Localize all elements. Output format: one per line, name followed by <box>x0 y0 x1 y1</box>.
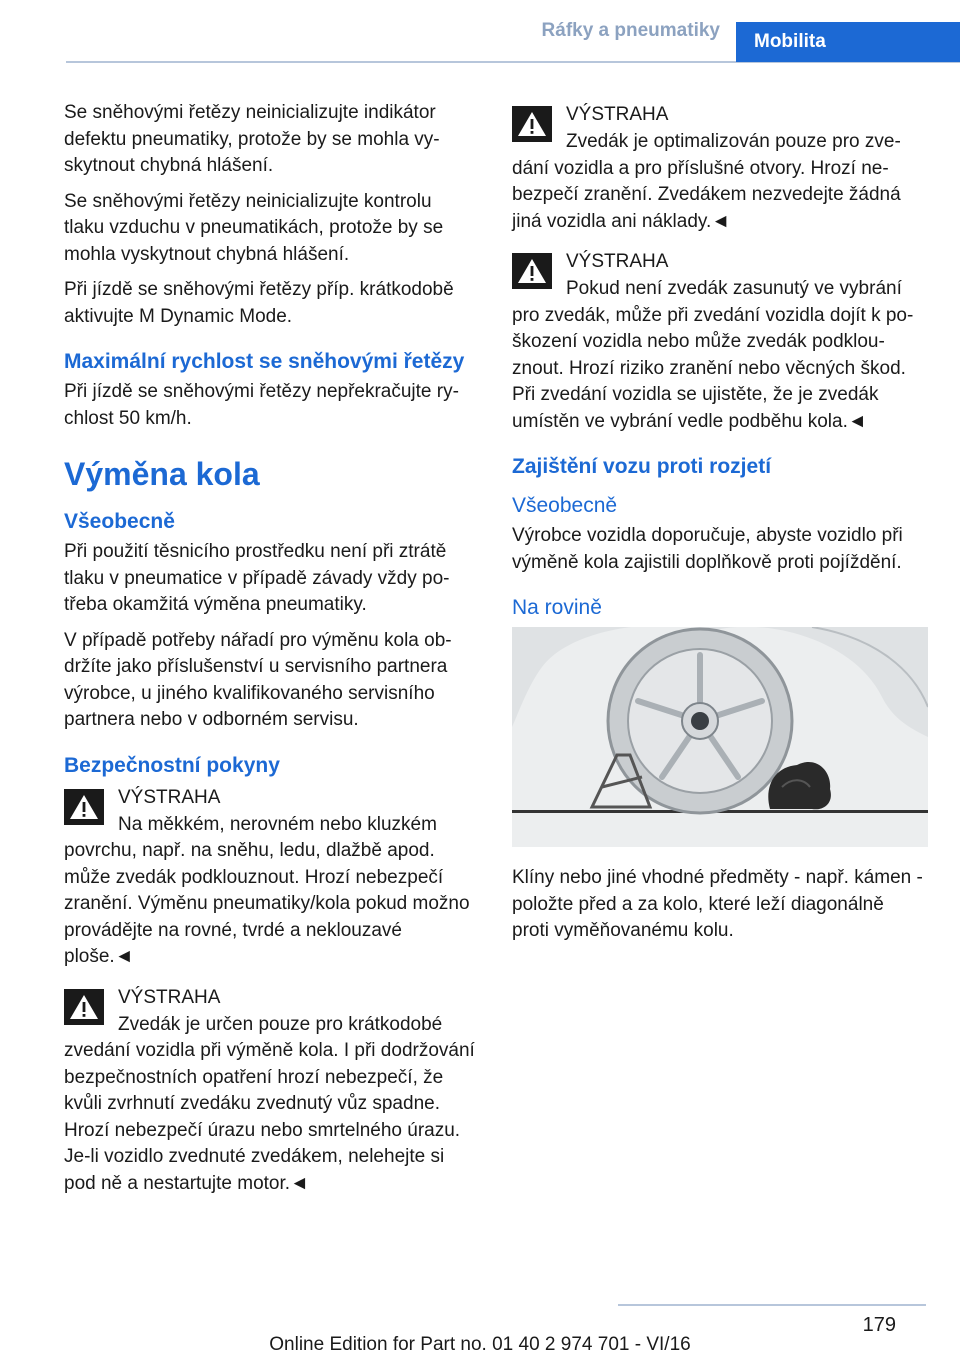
heading-level-ground: Na rovině <box>512 596 602 619</box>
page-number: 179 <box>862 1314 896 1336</box>
left-column <box>64 100 476 1209</box>
heading-safety: Bezpečnostní pokyny <box>64 753 280 777</box>
warning-block <box>64 783 476 971</box>
warning-triangle-icon <box>512 253 552 289</box>
heading-general: Všeobecně <box>512 494 618 517</box>
warning-text: Pokud není zvedák zasunutý ve vybrání pro zvedák, může při zvedání vozidla dojít k poškození vozidla nebo může zvedák podklouznout. Hrozí riziko zranění nebo věcných škod. Při zvedání vozidla se ujistěte, že je zvedák umístěn ve vybrání vedle podběhu kola.◄ <box>512 278 914 432</box>
edition-footer: Online Edition for Part no. 01 40 2 974 701 - VI/16 <box>269 1334 691 1355</box>
warning-heading: VÝSTRAHA <box>566 251 669 272</box>
paragraph: Se sněhovými řetězy neinicializujte indikátor defektu pneumatiky, protože by se mohla vyskytnout chybná hlášení. <box>64 102 440 176</box>
paragraph: Při jízdě se sněhovými řetězy nepřekračujte rychlost 50 km/h. <box>64 381 459 429</box>
warning-heading: VÝSTRAHA <box>118 986 221 1008</box>
heading-secure-vehicle: Zajištění vozu proti rozjetí <box>512 455 772 478</box>
heading-max-speed: Maximální rychlost se sněhovými řetězy <box>64 350 465 373</box>
heading-general: Všeobecně <box>64 510 175 533</box>
warning-block <box>512 247 926 435</box>
warning-text: Zvedák je určen pouze pro krátkodobé zvedání vozidla při výměně kola. I při dodržování bezpečnostních opatření hrozí nebezpečí, že kvůli zvrhnutí zvedáku zvednutý vůz spadne. Hrozí nebezpečí úrazu nebo smrtelného úrazu. Je-li vozidlo zvednuté zvedákem, nelehejte si pod ně a nestartujte motor.◄ <box>64 1013 475 1194</box>
warning-block <box>512 100 926 235</box>
warning-triangle-icon <box>512 106 552 142</box>
paragraph: Klíny nebo jiné vhodné předměty - např. kámen - položte před a za kolo, které leží diagonálně proti vyměňovanému kolu. <box>512 867 923 941</box>
warning-heading: VÝSTRAHA <box>118 786 221 808</box>
footer-divider <box>618 1304 926 1306</box>
warning-text: Zvedák je optimalizován pouze pro zvedání vozidla a pro příslušné otvory. Hrozí nebezpečí zranění. Zvedákem nezvedejte žádná jiná vozidla ani náklady.◄ <box>512 131 901 232</box>
paragraph: Při jízdě se sněhovými řetězy příp. krátkodobě aktivujte M Dynamic Mode. <box>64 279 454 327</box>
warning-triangle-icon <box>64 789 104 825</box>
wheel-chock-illustration <box>512 627 928 847</box>
chapter-tab[interactable]: Mobilita <box>736 22 960 62</box>
warning-text: Na měkkém, nerovném nebo kluzkém povrchu, např. na sněhu, ledu, dlažbě apod. může zvedák podklouznout. Hrozí nebezpečí zranění. Výměnu pneumatiky/kola pokud možno provádějte na rovné, tvrdé a neklouzavé ploše.◄ <box>64 813 470 967</box>
warning-heading: VÝSTRAHA <box>566 104 669 125</box>
warning-triangle-icon <box>64 989 104 1025</box>
section-tab[interactable]: Ráfky a pneumatiky <box>541 20 720 41</box>
right-column <box>512 100 926 954</box>
paragraph: Se sněhovými řetězy neinicializujte kontrolu tlaku vzduchu v pneumatikách, protože by se mohla vyskytnout chybná hlášení. <box>64 190 444 265</box>
paragraph: V případě potřeby nářadí pro výměnu kola obdržíte jako příslušenství u servisního partnera výrobce, u jiného kvalifikovaného servisního partnera nebo v odborném servisu. <box>64 629 452 730</box>
heading-wheel-change: Výměna kola <box>64 456 260 492</box>
warning-block <box>64 983 476 1198</box>
paragraph: Při použití těsnicího prostředku není při ztrátě tlaku v pneumatice v případě závady vždy potřeba okamžitá výměna pneumatiky. <box>64 541 450 615</box>
paragraph: Výrobce vozidla doporučuje, abyste vozidlo při výměně kola zajistili doplňkově proti pojíždění. <box>512 525 903 573</box>
